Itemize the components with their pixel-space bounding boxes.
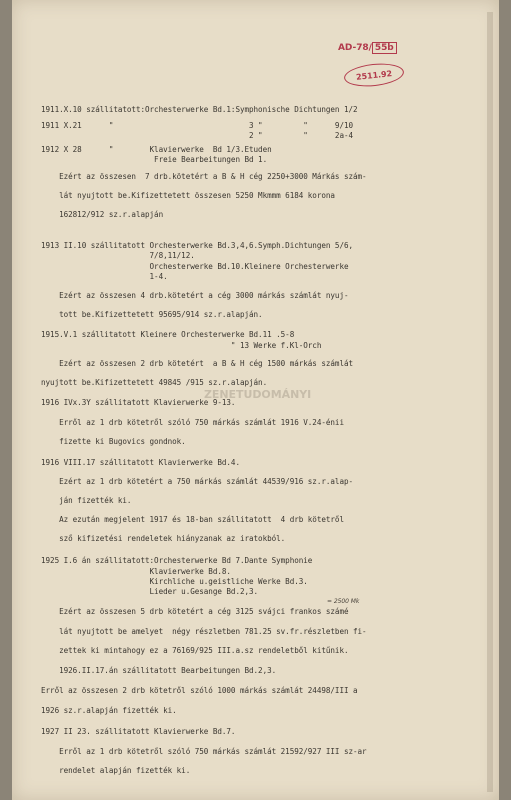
date-stamp-text: 2511.92 [355, 68, 393, 82]
text-line: zettek ki mintahogy ez a 76169/925 III.a.sz rendeletből kitűnik. [41, 646, 349, 655]
archive-number: 55b [372, 42, 397, 54]
text-line: Ezért az 1 drb kötetért a 750 márkás számlát 44539/916 sz.r.alap- [41, 477, 354, 486]
text-line: 162812/912 sz.r.alapján [41, 210, 164, 219]
text-line: Klavierwerke Bd.8. [41, 567, 231, 576]
date-stamp [343, 61, 405, 89]
text-line: Erről az 1 drb kötetről szóló 750 márkás számlát 21592/927 III sz-ar [41, 747, 367, 756]
text-line: Az ezután megjelent 1917 és 18-ban szállitatott 4 drb kötetről [41, 515, 344, 524]
text-line: Lieder u.Gesange Bd.2,3. [41, 587, 259, 596]
text-line: 1911 X.21 " 3 " " 9/10 [41, 121, 354, 130]
text-line: 1927 II 23. szállitatott Klavierwerke Bd.7. [41, 727, 236, 736]
text-line: 1916 VIII.17 szállitatott Klavierwerke Bd.4. [41, 458, 240, 467]
text-line: 1925 I.6 án szállitatott:Orchesterwerke Bd 7.Dante Symphonie [41, 556, 313, 565]
text-line: fizette ki Bugovics gondnok. [41, 437, 186, 446]
text-line: 1912 X 28 " Klavierwerke Bd 1/3.Etuden [41, 145, 272, 154]
text-line: 7/8,11/12. [41, 251, 195, 260]
text-line: Ezért az összesen 2 drb kötetért a B & H cég 1500 márkás számlát [41, 359, 354, 368]
text-line: Ezért az összesen 4 drb.kötetért a cég 3000 márkás számlát nyuj- [41, 291, 349, 300]
text-line: 1926.II.17.án szállitatott Bearbeitungen Bd.2,3. [41, 666, 277, 675]
archive-code: AD-78/ [338, 43, 372, 53]
text-line: 1913 II.10 szállitatott Orchesterwerke Bd.3,4,6.Symph.Dichtungen 5/6, [41, 241, 354, 250]
text-line: tott be.Kifizettetett 95695/914 sz.r.alapján. [41, 310, 263, 319]
text-line: Orchesterwerke Bd.10.Kleinere Orchesterwerke [41, 262, 349, 271]
text-line: lát nyujtott be.Kifizettetett összesen 5250 Mkmmm 6184 korona [41, 191, 335, 200]
text-line: " 13 Werke f.Kl-Orch [41, 341, 322, 350]
text-line: 2 " " 2a-4 [41, 131, 354, 140]
text-line: ján fizették ki. [41, 496, 132, 505]
text-line: Ezért az összesen 5 drb kötetért a cég 3125 svájci frankos számé [41, 607, 349, 616]
page-edge-shadow [487, 12, 493, 792]
library-watermark: ZENETUDOMÁNYI [204, 388, 312, 401]
text-line: Kirchliche u.geistliche Werke Bd.3. [41, 577, 308, 586]
text-line: 1-4. [41, 272, 168, 281]
text-line: Erről az 1 drb kötetről szóló 750 márkás számlát 1916 V.24-énii [41, 418, 344, 427]
text-line: Erről az összesen 2 drb kötetről szóló 1000 márkás számlát 24498/III a [41, 686, 358, 695]
text-line: 1916 IVx.3Y szállitatott Klavierwerke 9-13. [41, 398, 236, 407]
text-line: 1911.X.10 szállitatott:Orchesterwerke Bd.1:Symphonische Dichtungen 1/2 [41, 105, 358, 114]
document-page [12, 0, 499, 800]
text-line: nyujtott be.Kifizettetett 49845 /915 sz.r.alapján. [41, 378, 268, 387]
archive-stamp [338, 43, 397, 53]
handwritten-note: = 2500 Mk [327, 598, 360, 605]
text-line: Freie Bearbeitungen Bd 1. [41, 155, 268, 164]
text-line: 1915.V.1 szállitatott Kleinere Orchesterwerke Bd.11 .5-8 [41, 330, 295, 339]
text-line: sző kifizetési rendeletek hiányzanak az iratokból. [41, 534, 286, 543]
text-line: lát nyujtott be amelyet négy részletben 781.25 sv.fr.részletben fi- [41, 627, 367, 636]
text-line: 1926 sz.r.alapján fizették ki. [41, 706, 177, 715]
text-line: rendelet alapján fizették ki. [41, 766, 191, 775]
text-line: Ezért az összesen 7 drb.kötetért a B & H cég 2250+3000 Márkás szám- [41, 172, 367, 181]
